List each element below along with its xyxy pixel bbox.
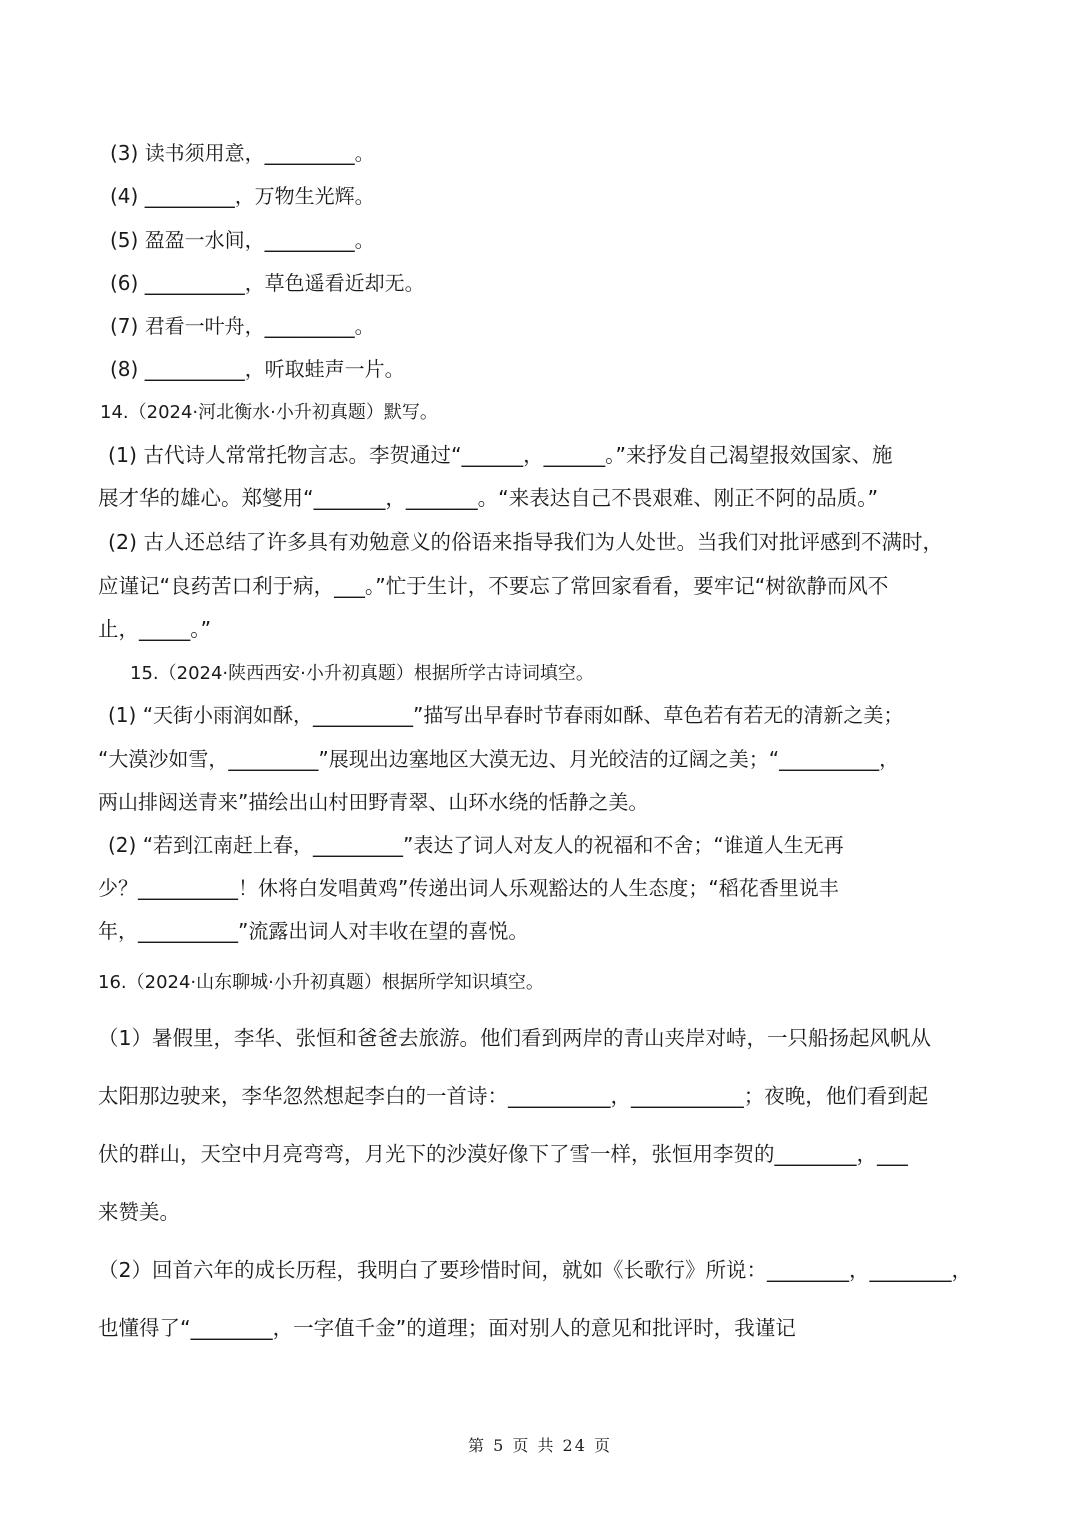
- q13-item-4: (4) _________，万物生光辉。: [110, 184, 375, 208]
- q16-line-4: 来赞美。: [98, 1200, 180, 1224]
- q16-heading: 16.（2024·山东聊城·小升初真题）根据所学知识填空。: [98, 972, 544, 993]
- q15-line-4: (2) “若到江南赶上春，_________”表达了词人对友人的祝福和不舍；“谁道人生无再: [108, 833, 844, 857]
- q14-line-2: 展才华的雄心。郑燮用“_______，_______。“来表达自己不畏艰难、刚正不阿的品质。”: [98, 486, 879, 510]
- q15-line-1: (1) “天街小雨润如酥，__________”描写出早春时节春雨如酥、草色若有若无的清新之美；: [108, 703, 904, 727]
- page-footer: 第 5 页 共 24 页: [468, 1436, 612, 1455]
- q14-line-3: (2) 古人还总结了许多具有劝勉意义的俗语来指导我们为人处世。当我们对批评感到不满时，: [108, 530, 944, 554]
- q15-line-3: 两山排闼送青来”描绘出山村田野青翠、山环水绕的恬静之美。: [98, 790, 649, 814]
- q15-heading: 15.（2024·陕西西安·小升初真题）根据所学古诗词填空。: [130, 663, 594, 684]
- q14-heading: 14.（2024·河北衡水·小升初真题）默写。: [100, 402, 438, 423]
- q13-item-7: (7) 君看一叶舟，_________。: [110, 314, 375, 338]
- q16-line-6: 也懂得了“________，一字值千金”的道理；面对别人的意见和批评时，我谨记: [98, 1316, 796, 1340]
- q16-line-1: （1）暑假里，李华、张恒和爸爸去旅游。他们看到两岸的青山夹岸对峙，一只船扬起风帆从: [98, 1026, 932, 1050]
- q15-line-6: 年，__________”流露出词人对丰收在望的喜悦。: [98, 919, 529, 943]
- q14-line-4: 应谨记“良药苦口利于病，___。”忙于生计，不要忘了常回家看看，要牢记“树欲静而风不: [98, 574, 889, 598]
- q13-item-5: (5) 盈盈一水间，_________。: [110, 228, 375, 252]
- q16-line-2: 太阳那边驶来，李华忽然想起李白的一首诗：__________，___________；夜晚，他们看到起: [98, 1084, 929, 1108]
- q13-item-8: (8) __________，听取蛙声一片。: [110, 357, 405, 381]
- q16-line-5: （2）回首六年的成长历程，我明白了要珍惜时间，就如《长歌行》所说：________，________，: [98, 1258, 973, 1282]
- q15-line-5: 少？__________！休将白发唱黄鸡”传递出词人乐观豁达的人生态度；“稻花香里说丰: [98, 876, 839, 900]
- q13-item-3: (3) 读书须用意，_________。: [110, 141, 375, 165]
- q13-item-6: (6) __________，草色遥看近却无。: [110, 271, 425, 295]
- q16-line-3: 伏的群山，天空中月亮弯弯，月光下的沙漠好像下了雪一样，张恒用李贺的________，___: [98, 1142, 908, 1166]
- q14-line-5: 止，_____。”: [98, 617, 212, 641]
- q14-line-1: (1) 古代诗人常常托物言志。李贺通过“______，______。”来抒发自己渴望报效国家、施: [108, 443, 893, 467]
- q15-line-2: “大漠沙如雪，_________”展现出边塞地区大漠无边、月光皎洁的辽阔之美；“__________，: [98, 747, 900, 771]
